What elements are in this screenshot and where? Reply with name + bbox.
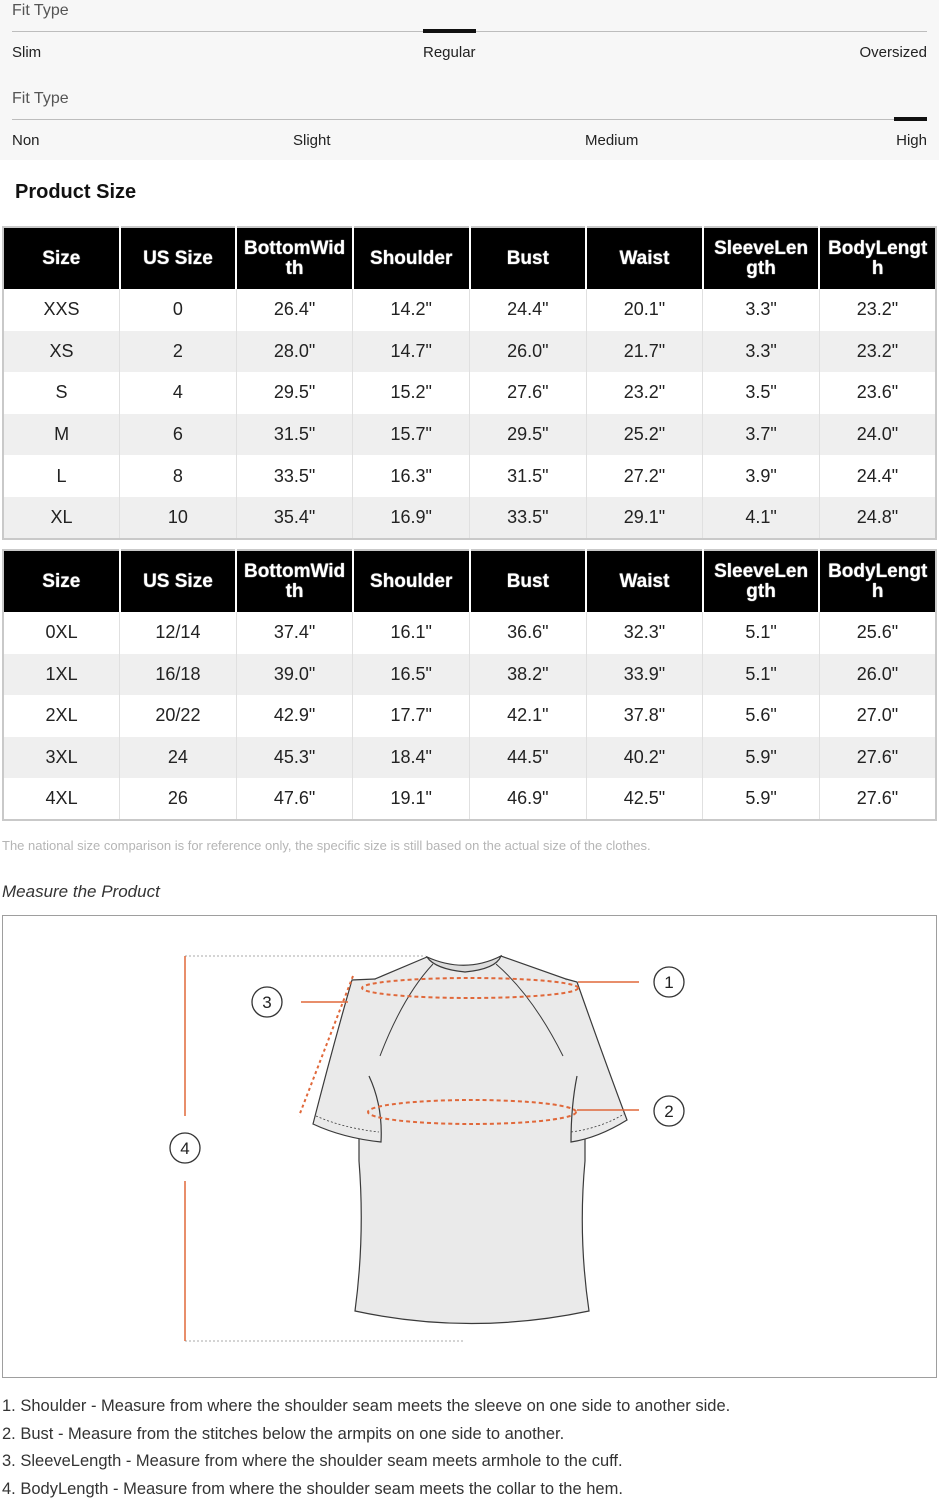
table-cell: 24.4" xyxy=(856,465,899,486)
column-header: Waist xyxy=(586,227,703,289)
size-disclaimer: The national size comparison is for reference only, the specific size is still based on the actual size of the clothes. xyxy=(2,838,651,853)
table-cell: 37.4" xyxy=(236,612,353,654)
table-cell: 3.3" xyxy=(703,289,820,331)
fit-scale-title: Fit Type xyxy=(12,90,69,107)
table-row xyxy=(3,778,936,820)
table-cell: 15.7" xyxy=(353,414,470,456)
tshirt-illustration xyxy=(355,956,589,1324)
table-cell: 38.2" xyxy=(470,654,587,696)
table-cell: 40.2" xyxy=(586,737,703,779)
table-cell: 31.5" xyxy=(470,455,587,497)
table-cell: 42.9" xyxy=(236,695,353,737)
table-cell: 4XL xyxy=(3,778,120,820)
table-cell: 23.2" xyxy=(856,299,899,320)
fit-option-regular: Regular xyxy=(423,44,476,61)
table-cell: 29.5" xyxy=(236,372,353,414)
table-cell: 24 xyxy=(120,737,237,779)
table-cell: L xyxy=(3,455,120,497)
table-cell: 0XL xyxy=(3,612,120,654)
svg-text:4: 4 xyxy=(180,1139,190,1158)
table-cell: 14.7" xyxy=(353,331,470,373)
size-table-header xyxy=(3,550,936,612)
fit-option-slight: Slight xyxy=(293,132,331,149)
table-cell: 42.5" xyxy=(586,778,703,820)
table-cell: 45.3" xyxy=(236,737,353,779)
note-bust: 2. Bust - Measure from the stitches below the armpits on one side to another. xyxy=(2,1424,565,1443)
table-cell: 27.6" xyxy=(856,788,899,809)
table-cell: 10 xyxy=(120,497,237,539)
column-header: US Size xyxy=(120,227,237,289)
table-row xyxy=(3,331,936,373)
table-cell: 32.3" xyxy=(586,612,703,654)
table-cell: 44.5" xyxy=(470,737,587,779)
table-cell: 4.1" xyxy=(703,497,820,539)
fit-scale-title: Fit Type xyxy=(12,2,69,19)
table-cell: 23.2" xyxy=(819,331,936,373)
table-cell: 27.6" xyxy=(470,372,587,414)
measurement-notes xyxy=(2,1393,730,1500)
column-header: Size xyxy=(3,550,120,612)
table-row xyxy=(3,695,936,737)
callout-4 xyxy=(170,1133,200,1163)
table-cell: 16.1" xyxy=(353,612,470,654)
table-cell: 26.4" xyxy=(236,289,353,331)
table-cell: 25.6" xyxy=(856,622,899,643)
table-cell: 18.4" xyxy=(353,737,470,779)
table-cell: 5.9" xyxy=(703,737,820,779)
product-size-title: Product Size xyxy=(15,181,137,203)
table-cell: 20.1" xyxy=(586,289,703,331)
table-cell: XL xyxy=(3,497,120,539)
fit-type-panel xyxy=(0,0,939,160)
table-row xyxy=(3,497,936,539)
table-cell: 47.6" xyxy=(236,778,353,820)
table-cell: 3.7" xyxy=(703,414,820,456)
table-cell: 19.1" xyxy=(353,778,470,820)
table-cell: 26 xyxy=(120,778,237,820)
table-cell: 26.0" xyxy=(819,654,936,696)
table-cell: 33.5" xyxy=(236,455,353,497)
table-row xyxy=(3,737,936,779)
table-cell: 20/22 xyxy=(120,695,237,737)
table-cell: 0 xyxy=(120,289,237,331)
table-cell: 16.3" xyxy=(353,455,470,497)
table-cell: 27.6" xyxy=(819,737,936,779)
table-cell: 5.1" xyxy=(703,654,820,696)
column-header: SleeveLength xyxy=(703,227,820,289)
table-cell: 29.1" xyxy=(586,497,703,539)
table-cell: 5.6" xyxy=(703,695,820,737)
fit-option-oversized: Oversized xyxy=(859,44,927,61)
table-cell: 23.6" xyxy=(856,382,899,403)
table-cell: 23.2" xyxy=(586,372,703,414)
column-header: Bust xyxy=(470,550,587,612)
table-cell: XXS xyxy=(3,289,120,331)
fit-option-high: High xyxy=(896,132,927,149)
column-header: BodyLength xyxy=(819,227,936,289)
svg-text:1: 1 xyxy=(664,973,674,992)
table-cell: 14.2" xyxy=(353,289,470,331)
table-cell: 16.5" xyxy=(353,654,470,696)
table-row xyxy=(3,289,936,331)
note-shoulder: 1. Shoulder - Measure from where the shoulder seam meets the sleeve on one side to another side. xyxy=(2,1397,731,1415)
table-cell: 3.3" xyxy=(703,331,820,373)
tshirt-diagram xyxy=(3,916,938,1379)
table-cell: 39.0" xyxy=(236,654,353,696)
column-header: Waist xyxy=(586,550,703,612)
table-cell: 4 xyxy=(120,372,237,414)
table-cell: 8 xyxy=(120,455,237,497)
table-cell: 6 xyxy=(120,414,237,456)
measurement-diagram xyxy=(2,915,937,1378)
table-cell: 25.2" xyxy=(586,414,703,456)
table-cell: 42.1" xyxy=(470,695,587,737)
measure-title: Measure the Product xyxy=(2,882,160,901)
table-cell: 24.8" xyxy=(819,497,936,539)
callout-1 xyxy=(654,967,684,997)
column-header: Bust xyxy=(470,227,587,289)
table-cell: 24.0" xyxy=(819,414,936,456)
fit-scale-stretch xyxy=(0,88,939,168)
column-header: US Size xyxy=(120,550,237,612)
table-cell: 31.5" xyxy=(236,414,353,456)
table-cell: 26.0" xyxy=(470,331,587,373)
table-cell: 2 xyxy=(120,331,237,373)
table-cell: 24.4" xyxy=(470,289,587,331)
fit-scale-selected-marker xyxy=(894,117,927,121)
table-cell: 12/14 xyxy=(120,612,237,654)
table-cell: 33.9" xyxy=(586,654,703,696)
table-cell: 1XL xyxy=(3,654,120,696)
note-sleeve-length: 3. SleeveLength - Measure from where the shoulder seam meets armhole to the cuff. xyxy=(2,1452,623,1471)
fit-option-slim: Slim xyxy=(12,44,42,61)
fit-scale-selected-marker xyxy=(423,29,476,33)
table-cell: XS xyxy=(3,331,120,373)
table-cell: 3XL xyxy=(3,737,120,779)
column-header: SleeveLength xyxy=(703,550,820,612)
table-cell: 29.5" xyxy=(470,414,587,456)
table-cell: 27.2" xyxy=(586,455,703,497)
table-cell: 27.0" xyxy=(856,705,899,726)
table-cell: 3.5" xyxy=(703,372,820,414)
column-header: BodyLength xyxy=(819,550,936,612)
column-header: Shoulder xyxy=(353,550,470,612)
svg-text:2: 2 xyxy=(664,1102,674,1121)
table-row xyxy=(3,654,936,696)
column-header: BottomWidth xyxy=(236,227,353,289)
table-row xyxy=(3,612,936,654)
table-cell: 21.7" xyxy=(586,331,703,373)
table-cell: M xyxy=(3,414,120,456)
table-cell: 35.4" xyxy=(236,497,353,539)
fit-option-medium: Medium xyxy=(585,132,639,149)
table-cell: 5.9" xyxy=(703,778,820,820)
callout-3 xyxy=(252,987,282,1017)
table-cell: 2XL xyxy=(3,695,120,737)
column-header: BottomWidth xyxy=(236,550,353,612)
table-cell: 17.7" xyxy=(353,695,470,737)
table-cell: 16.9" xyxy=(353,497,470,539)
column-header: Size xyxy=(3,227,120,289)
table-cell: 5.1" xyxy=(703,612,820,654)
table-cell: 28.0" xyxy=(236,331,353,373)
table-cell: 3.9" xyxy=(703,455,820,497)
table-cell: 15.2" xyxy=(353,372,470,414)
fit-scale-track xyxy=(12,119,927,120)
table-row xyxy=(3,414,936,456)
table-row xyxy=(3,372,936,414)
column-header: Shoulder xyxy=(353,227,470,289)
table-cell: S xyxy=(3,372,120,414)
size-table-regular xyxy=(2,226,937,540)
size-table-header xyxy=(3,227,936,289)
fit-scale-shape xyxy=(0,0,939,80)
table-row xyxy=(3,455,936,497)
table-cell: 33.5" xyxy=(470,497,587,539)
svg-text:3: 3 xyxy=(262,993,272,1012)
table-cell: 37.8" xyxy=(586,695,703,737)
fit-option-non: Non xyxy=(12,132,40,149)
note-body-length: 4. BodyLength - Measure from where the shoulder seam meets the collar to the hem. xyxy=(2,1480,623,1499)
callout-2 xyxy=(654,1096,684,1126)
size-table-plus xyxy=(2,549,937,821)
table-cell: 16/18 xyxy=(120,654,237,696)
table-cell: 46.9" xyxy=(470,778,587,820)
table-cell: 36.6" xyxy=(470,612,587,654)
